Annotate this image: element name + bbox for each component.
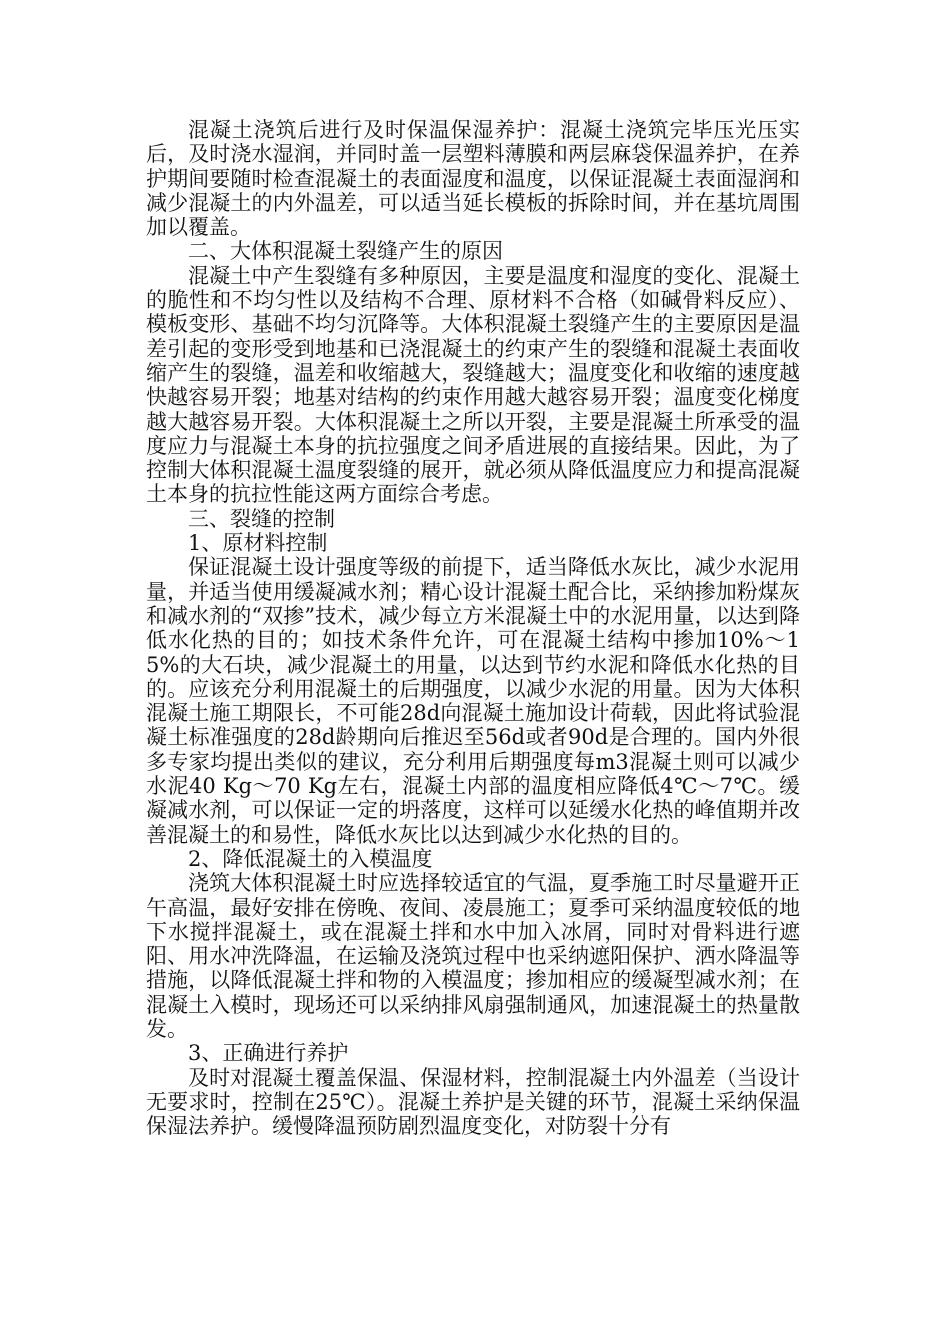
subheading-curing: 3、正确进行养护	[188, 1041, 349, 1066]
section-heading-causes: 二、大体积混凝土裂缝产生的原因	[188, 239, 503, 264]
subheading-raw-materials: 1、原材料控制	[188, 531, 328, 556]
paragraph-curing-intro: 混凝土浇筑后进行及时保温保湿养护：混凝土浇筑完毕压光压实后，及时浇水湿润，并同时盖一层塑料薄膜和两层麻袋保温养护，在养护期间要随时检查混凝土的表面湿度和温度，以保证混凝土表面湿润和减少混凝土的内外温差，可以适当延长模板的拆除时间，并在基坑周围加以覆盖。	[146, 118, 800, 240]
subheading-placement-temperature: 2、降低混凝土的入模温度	[188, 846, 433, 871]
paragraph-curing: 及时对混凝土覆盖保温、保湿材料，控制混凝土内外温差（当设计无要求时，控制在25℃）。混凝土养护是关键的环节，混凝土采纳保温保湿法养护。缓慢降温预防剧烈温度变化，对防裂十分有	[146, 1065, 800, 1139]
document-body	[146, 118, 800, 1138]
paragraph-crack-causes: 混凝土中产生裂缝有多种原因，主要是温度和湿度的变化、混凝土的脆性和不均匀性以及结构不合理、原材料不合格（如碱骨料反应）、模板变形、基础不均匀沉降等。大体积混凝土裂缝产生的主要原因是温差引起的变形受到地基和已浇混凝土的约束产生的裂缝和混凝土表面收缩产生的裂缝，温差和收缩越大，裂缝越大；温度变化和收缩的速度越快越容易开裂；地基对结构的约束作用越大越容易开裂；温度变化梯度越大越容易开裂。大体积混凝土之所以开裂，主要是混凝土所承受的温度应力与混凝土本身的抗拉强度之间矛盾进展的直接结果。因此，为了控制大体积混凝土温度裂缝的展开，就必须从降低温度应力和提高混凝土本身的抗拉性能这两方面综合考虑。	[146, 263, 800, 507]
paragraph-raw-materials: 保证混凝土设计强度等级的前提下，适当降低水灰比，减少水泥用量，并适当使用缓凝减水剂；精心设计混凝土配合比，采纳掺加粉煤灰和减水剂的“双掺”技术，减少每立方米混凝土中的水泥用量，以达到降低水化热的目的；如技术条件允许，可在混凝土结构中掺加10%～15%的大石块，减少混凝土的用量，以达到节约水泥和降低水化热的目的。应该充分利用混凝土的后期强度，以减少水泥的用量。因为大体积混凝土施工期限长，不可能28d向混凝土施加设计荷载，因此将试验混凝土标准强度的28d龄期向后推迟至56d或者90d是合理的。国内外很多专家均提出类似的建议，充分利用后期强度每m3混凝土则可以减少水泥40 Kg～70 Kg左右，混凝土内部的温度相应降低4℃～7℃。缓凝减水剂，可以保证一定的坍落度，这样可以延缓水化热的峰值期并改善混凝土的和易性，降低水灰比以达到减少水化热的目的。	[146, 555, 800, 847]
paragraph-placement-temperature: 浇筑大体积混凝土时应选择较适宜的气温，夏季施工时尽量避开正午高温，最好安排在傍晚、夜间、凌晨施工；夏季可采纳温度较低的地下水搅拌混凝土，或在混凝土拌和水中加入冰屑，同时对骨料进行遮阳、用水冲洗降温，在运输及浇筑过程中也采纳遮阳保护、洒水降温等措施，以降低混凝土拌和物的入模温度；掺加相应的缓凝型减水剂；在混凝土入模时，现场还可以采纳排风扇强制通风，加速混凝土的热量散发。	[146, 871, 800, 1041]
section-heading-control: 三、裂缝的控制	[188, 506, 335, 531]
